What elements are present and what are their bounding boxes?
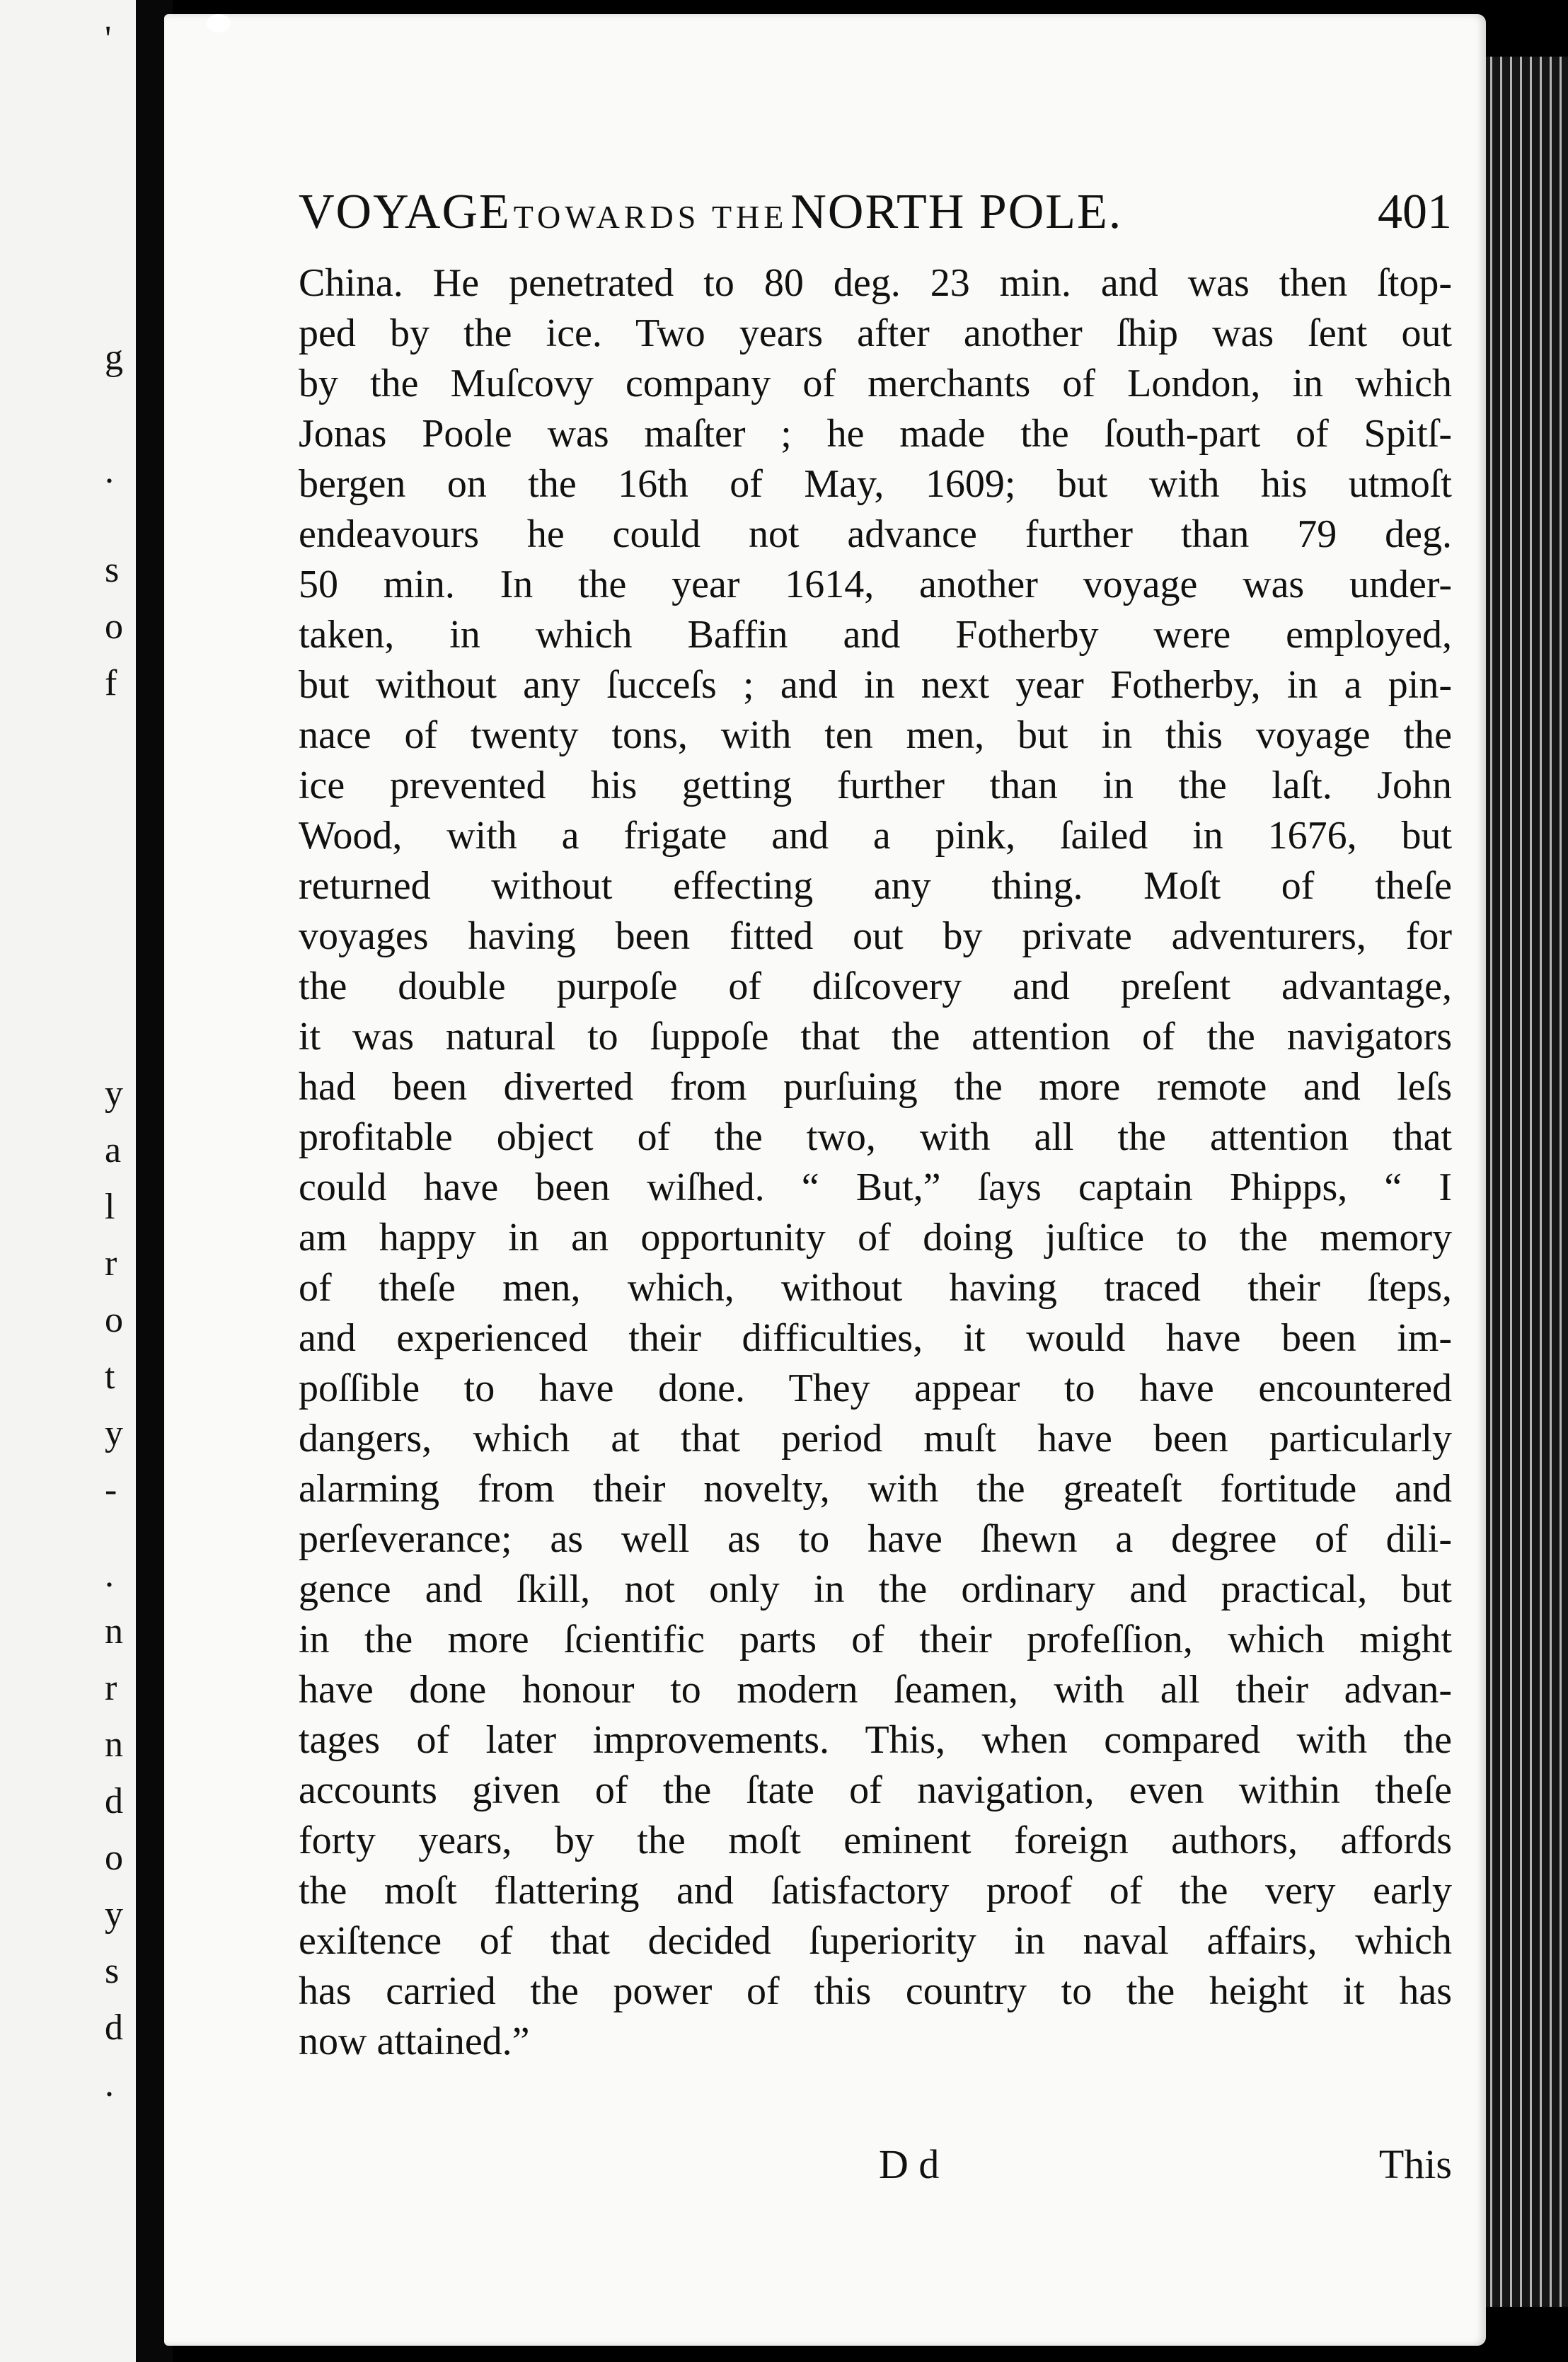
previous-page-letter: y [105, 1894, 123, 1935]
text-line: returned without effecting any thing. Moſt of theſe [299, 864, 1452, 908]
text-line: had been diverted from purſuing the more remote and leſs [299, 1065, 1452, 1109]
text-line: Jonas Poole was maſter ; he made the ſouth-part of Spitſ- [299, 412, 1452, 456]
text-line: poſſible to have done. They appear to have encountered [299, 1366, 1452, 1410]
text-line: of theſe men, which, without having traced their ſteps, [299, 1266, 1452, 1310]
text-line: bergen on the 16th of May, 1609; but with his utmoſt [299, 462, 1452, 506]
book-page [164, 14, 1486, 2346]
previous-page-letter: f [105, 663, 117, 703]
text-line: alarming from their novelty, with the greateſt fortitude and [299, 1467, 1452, 1511]
text-line: and experienced their difficulties, it would have been im- [299, 1316, 1452, 1360]
text-line: have done honour to modern ſeamen, with all their advan- [299, 1668, 1452, 1712]
running-head-title-2: NORTH POLE. [790, 185, 1123, 239]
previous-page-letter: . [105, 451, 114, 491]
previous-page-letter: . [105, 1555, 114, 1595]
previous-page-letter: g [105, 338, 123, 378]
body-text [299, 258, 1452, 2067]
text-line: the moſt flattering and ſatisfactory proof of the very early [299, 1869, 1452, 1913]
text-line: the double purpoſe of diſcovery and preſent advantage, [299, 964, 1452, 1008]
page-number: 401 [1378, 185, 1452, 239]
page-footer [299, 2141, 1452, 2190]
previous-page-letter: l [105, 1187, 115, 1227]
previous-page-letter: o [105, 1838, 123, 1878]
previous-page-letter: o [105, 606, 123, 647]
text-line: taken, in which Baffin and Fotherby were employed, [299, 613, 1452, 657]
text-line: by the Muſcovy company of merchants of London, in which [299, 362, 1452, 405]
text-line: perſeverance; as well as to have ſhewn a degree of dili- [299, 1517, 1452, 1561]
text-line: but without any ſucceſs ; and in next year Fotherby, in a pin- [299, 663, 1452, 707]
text-line: ped by the ice. Two years after another ſhip was ſent out [299, 311, 1452, 355]
text-line: voyages having been fitted out by private adventurers, for [299, 914, 1452, 958]
text-line: ice prevented his getting further than in the laſt. John [299, 764, 1452, 807]
text-line: gence and ſkill, not only in the ordinary and practical, but [299, 1567, 1452, 1611]
previous-page-letter: d [105, 1781, 123, 1821]
previous-page-letter: y [105, 1073, 123, 1114]
previous-page-letter: y [105, 1413, 123, 1453]
text-line: could have been wiſhed. “ But,” ſays captain Phipps, “ I [299, 1165, 1452, 1209]
text-line: forty years, by the moſt eminent foreign authors, affords [299, 1819, 1452, 1862]
text-line: now attained.” [299, 2020, 530, 2063]
previous-page-letter: a [105, 1130, 122, 1170]
text-line: endeavours he could not advance further than 79 deg. [299, 512, 1452, 556]
previous-page-letter: o [105, 1300, 123, 1340]
text-line: in the more ſcientific parts of their profeſſion, which might [299, 1618, 1452, 1661]
previous-page-letter: r [105, 1668, 117, 1708]
text-line: exiſtence of that decided ſuperiority in naval affairs, which [299, 1919, 1452, 1963]
previous-page-letter: n [105, 1611, 123, 1652]
previous-page-letter: s [105, 1951, 120, 1991]
previous-page-letter: . [105, 2064, 114, 2104]
text-line: nace of twenty tons, with ten men, but in this voyage the [299, 713, 1452, 757]
signature-mark: D d [879, 2141, 940, 2187]
running-head [299, 184, 1452, 241]
previous-page-letter: s [105, 550, 120, 590]
previous-page-letter: - [105, 1470, 117, 1510]
text-line: am happy in an opportunity of doing juſtice to the memory [299, 1216, 1452, 1260]
previous-page-letter: r [105, 1243, 117, 1284]
previous-page-edge [0, 0, 138, 2362]
text-line: has carried the power of this country to the height it has [299, 1969, 1452, 2013]
text-line: dangers, which at that period muſt have been particularly [299, 1417, 1452, 1461]
previous-page-letter: ' [105, 19, 112, 59]
paper-speck [207, 14, 231, 33]
text-line: tages of later improvements. This, when compared with the [299, 1718, 1452, 1762]
page-stack-edges [1486, 57, 1568, 2307]
previous-page-letter: d [105, 2007, 123, 2048]
text-line: China. He penetrated to 80 deg. 23 min. and was then ſtop- [299, 261, 1452, 305]
catchword: This [1378, 2141, 1452, 2187]
text-line: Wood, with a frigate and a pink, ſailed in 1676, but [299, 814, 1452, 858]
previous-page-letter: n [105, 1724, 123, 1765]
running-head-title-small: TOWARDS THE [513, 199, 788, 235]
text-line: accounts given of the ſtate of navigation, even within theſe [299, 1768, 1452, 1812]
text-line: profitable object of the two, with all the attention that [299, 1115, 1452, 1159]
text-line: it was natural to ſuppoſe that the attention of the navigators [299, 1015, 1452, 1059]
text-line: 50 min. In the year 1614, another voyage was under- [299, 563, 1452, 606]
previous-page-letter: t [105, 1356, 115, 1397]
running-head-title-1: VOYAGE [299, 185, 511, 239]
